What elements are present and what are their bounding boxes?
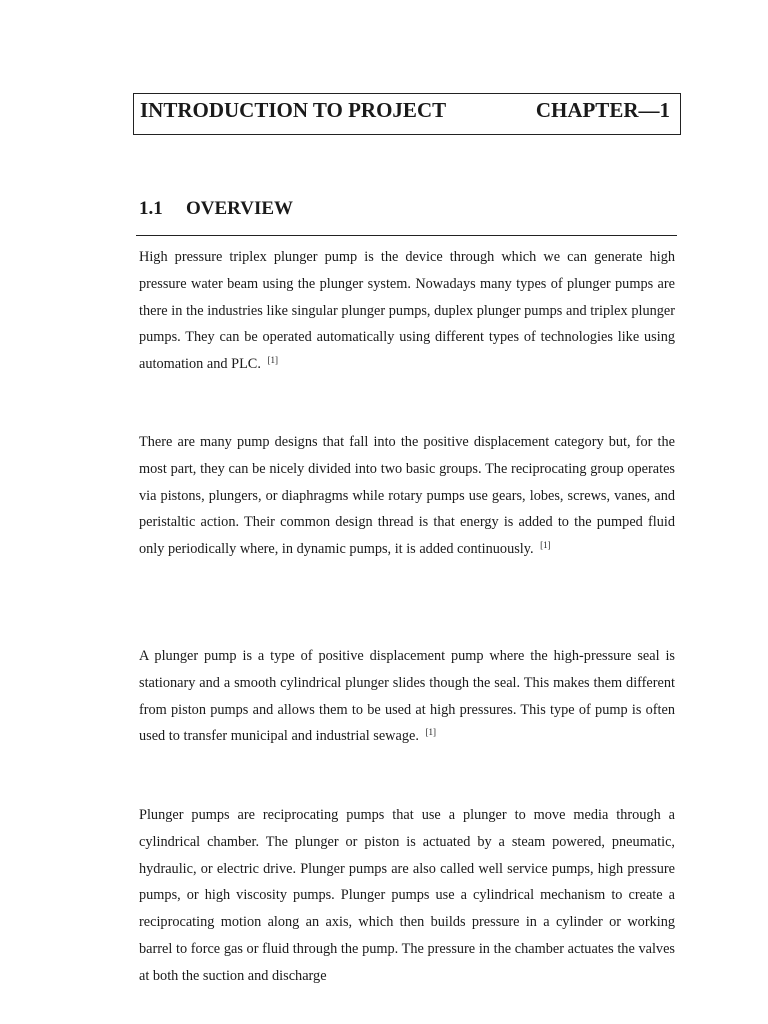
chapter-number: CHAPTER—1 bbox=[535, 98, 670, 122]
paragraph-1 bbox=[139, 244, 675, 378]
paragraph-3 bbox=[139, 643, 675, 750]
section-title: OVERVIEW bbox=[186, 198, 294, 219]
paragraph-4 bbox=[139, 802, 675, 990]
chapter-header-box bbox=[133, 93, 681, 135]
citation: [1] bbox=[267, 355, 278, 366]
paragraph-2 bbox=[139, 429, 675, 563]
paragraph-text: There are many pump designs that fall into the positive displacement category but, for the most part, they can be nicely divided into two basic groups. The reciprocating group operates via pistons, plungers, or diaphragms while rotary pumps use gears, lobes, screws, vanes, and peristaltic action. Their common design thread is that energy is added to the pumped fluid only periodically where, in dynamic pumps, it is added continuously. bbox=[139, 434, 675, 558]
paragraph-text: A plunger pump is a type of positive displacement pump where the high-pressure seal is stationary and a smooth cylindrical plunger slides though the seal. This makes them different from piston pumps and allows them to be used at high pressures. This type of pump is often used to transfer municipal and industrial sewage. bbox=[139, 648, 675, 745]
citation: [1] bbox=[540, 540, 551, 551]
paragraph-text: High pressure triplex plunger pump is the device through which we can generate high pressure water beam using the plunger system. Nowadays many types of plunger pumps are there in the industries like singular plunger pumps, duplex plunger pumps and triplex plunger pumps. They can be operated automatically using different types of technologies like using automation and PLC. bbox=[139, 249, 675, 373]
citation: [1] bbox=[425, 727, 436, 738]
section-divider bbox=[136, 235, 677, 236]
section-heading bbox=[139, 198, 293, 220]
paragraph-text: Plunger pumps are reciprocating pumps that use a plunger to move media through a cylindrical chamber. The plunger or piston is actuated by a steam powered, pneumatic, hydraulic, or electric drive. Plunger pumps are also called well service pumps, high pressure pumps, or high viscosity pumps. Plunger pumps use a cylindrical mechanism to create a reciprocating motion along an axis, which then builds pressure in a cylinder or working barrel to force gas or fluid through the pump. The pressure in the chamber actuates the valves at both the suction and discharge bbox=[139, 807, 675, 984]
chapter-title: INTRODUCTION TO PROJECT bbox=[140, 98, 447, 122]
section-number: 1.1 bbox=[139, 198, 163, 219]
